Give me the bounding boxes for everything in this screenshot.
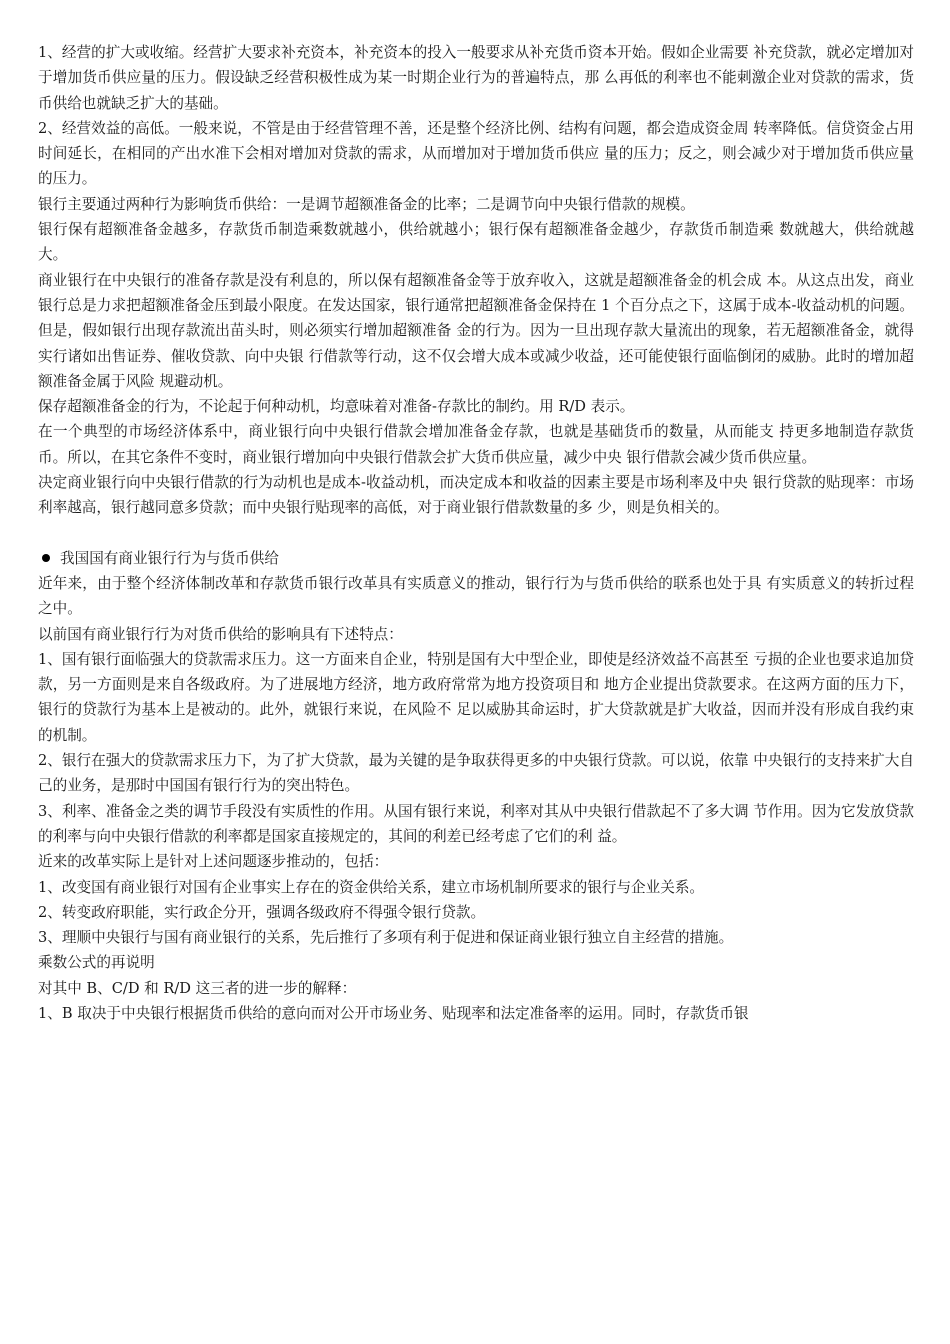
paragraph-reform-item-3: 3、理顺中央银行与国有商业银行的关系，先后推行了多项有利于促进和保证商业银行独立自主经营的措施。 (38, 929, 734, 947)
paragraph-reform-item-1: 1、改变国有商业银行对国有企业事实上存在的资金供给关系，建立市场机制所要求的银行与企业关系。 (38, 878, 705, 896)
paragraph-business-expansion: 1、经营的扩大或收缩。经营扩大要求补充资本，补充资本的投入一般要求从补充货币资本开始。假如企业需要 补充贷款，就必定增加对于增加货币供应量的压力。假设缺乏经营积极性成为某一时期企业行为的普遍特点，那 么再低的利率也不能刺激企业对贷款的需求，货币供给也就缺乏扩大的基础。 (38, 44, 914, 112)
paragraph-borrowing-motivation: 决定商业银行向中央银行借款的行为动机也是成本-收益动机，而决定成本和收益的因素主要是市场利率及中央 银行贷款的贴现率：市场利率越高，银行越同意多贷款；而中央银行贴现率的高低，对于商业银行借款数量的多 少，则是负相关的。 (38, 474, 914, 517)
paragraph-central-bank-borrowing: 在一个典型的市场经济体系中，商业银行向中央银行借款会增加准备金存款，也就是基础货币的数量，从而能支 持更多地制造存款货币。所以，在其它条件不变时，商业银行增加向中央银行借款会扩大货币供应量，减少中央 银行借款会减少货币供应量。 (38, 423, 914, 466)
paragraph-regulation-tools: 3、利率、准备金之类的调节手段没有实质性的作用。从国有银行来说，利率对其从中央银行借款起不了多大调 节作用。因为它发放贷款的利率与向中央银行借款的利率都是国家直接规定的，其间的利差已经考虑了它们的利 益。 (38, 802, 914, 845)
paragraph-loan-demand-pressure: 1、国有银行面临强大的贷款需求压力。这一方面来自企业，特别是国有大中型企业，即使是经济效益不高甚至 亏损的企业也要求追加贷款，另一方面则是来自各级政府。为了进展地方经济，地方政府常常为地方投资项目和 地方企业提出贷款要求。在这两方面的压力下，银行的贷款行为基本上是被动的。此外，就银行来说，在风险不 足以威胁其命运时，扩大贷款就是扩大收益，因而并没有形成自我约束的机制。 (38, 650, 914, 744)
paragraph-reform-intro: 近来的改革实际上是针对上述问题逐步推动的，包括： (38, 853, 389, 871)
paragraph-reserve-deposit-ratio: 保存超额准备金的行为，不论起于何种动机，均意味着对准备-存款比的制约。用 R/D 表示。 (38, 398, 635, 416)
paragraph-multiplier-explanation-intro: 对其中 B、C/D 和 R/D 这三者的进一步的解释： (38, 979, 357, 997)
paragraph-reform-item-2: 2、转变政府职能，实行政企分开，强调各级政府不得强令银行贷款。 (38, 903, 486, 921)
paragraph-excess-reserve-opportunity-cost: 商业银行在中央银行的准备存款是没有利息的，所以保有超额准备金等于放弃收入，这就是超额准备金的机会成 本。从这点出发，商业银行总是力求把超额准备金压到最小限度。在发达国家，银行通常把超额准备金保持在 1 个百分点之下，这属于成本-收益动机的问题。但是，假如银行出现存款流出苗头时，则必须实行增加超额准备 金的行为。因为一旦出现存款大量流出的现象，若无超额准备金，就得实行诸如出售证券、催收贷款、向中央银 行借款等行动，这不仅会增大成本或减少收益，还可能使银行面临倒闭的威胁。此时的增加超额准备金属于风险 规避动机。 (38, 271, 914, 390)
paragraph-multiplier-b-explanation: 1、B 取决于中央银行根据货币供给的意向而对公开市场业务、贴现率和法定准备率的运用。同时，存款货币银 (38, 1004, 749, 1022)
paragraph-business-efficiency: 2、经营效益的高低。一般来说，不管是由于经营管理不善，还是整个经济比例、结构有问题，都会造成资金周 转率降低。信贷资金占用时间延长，在相同的产出水准下会相对增加对贷款的需求，从而增加对于增加货币供应 量的压力；反之，则会减少对于增加货币供应量的压力。 (38, 119, 914, 188)
subheading-multiplier-formula: 乘数公式的再说明 (38, 954, 155, 972)
bullet-icon (42, 554, 50, 562)
section-gap (38, 521, 914, 546)
paragraph-central-bank-reliance: 2、银行在强大的贷款需求压力下，为了扩大贷款，最为关键的是争取获得更多的中央银行贷款。可以说，依靠 中央银行的支持来扩大自己的业务，是那时中国国有银行行为的突出特色。 (38, 752, 914, 795)
section-heading-text: 我国国有商业银行行为与货币供给 (60, 549, 279, 567)
paragraph-excess-reserve-multiplier: 银行保有超额准备金越多，存款货币制造乘数就越小，供给就越小；银行保有超额准备金越少，存款货币制造乘 数就越大，供给就越大。 (38, 221, 914, 264)
paragraph-recent-reform-context: 近年来，由于整个经济体制改革和存款货币银行改革具有实质意义的推动，银行行为与货币供给的联系也处于具 有实质意义的转折过程之中。 (38, 574, 914, 618)
paragraph-bank-behaviors: 银行主要通过两种行为影响货币供给：一是调节超额准备金的比率；二是调节向中央银行借款的规模。 (38, 195, 695, 213)
section-heading (38, 546, 914, 571)
paragraph-former-features-intro: 以前国有商业银行行为对货币供给的影响具有下述特点： (38, 625, 403, 643)
document-page (38, 40, 914, 1026)
